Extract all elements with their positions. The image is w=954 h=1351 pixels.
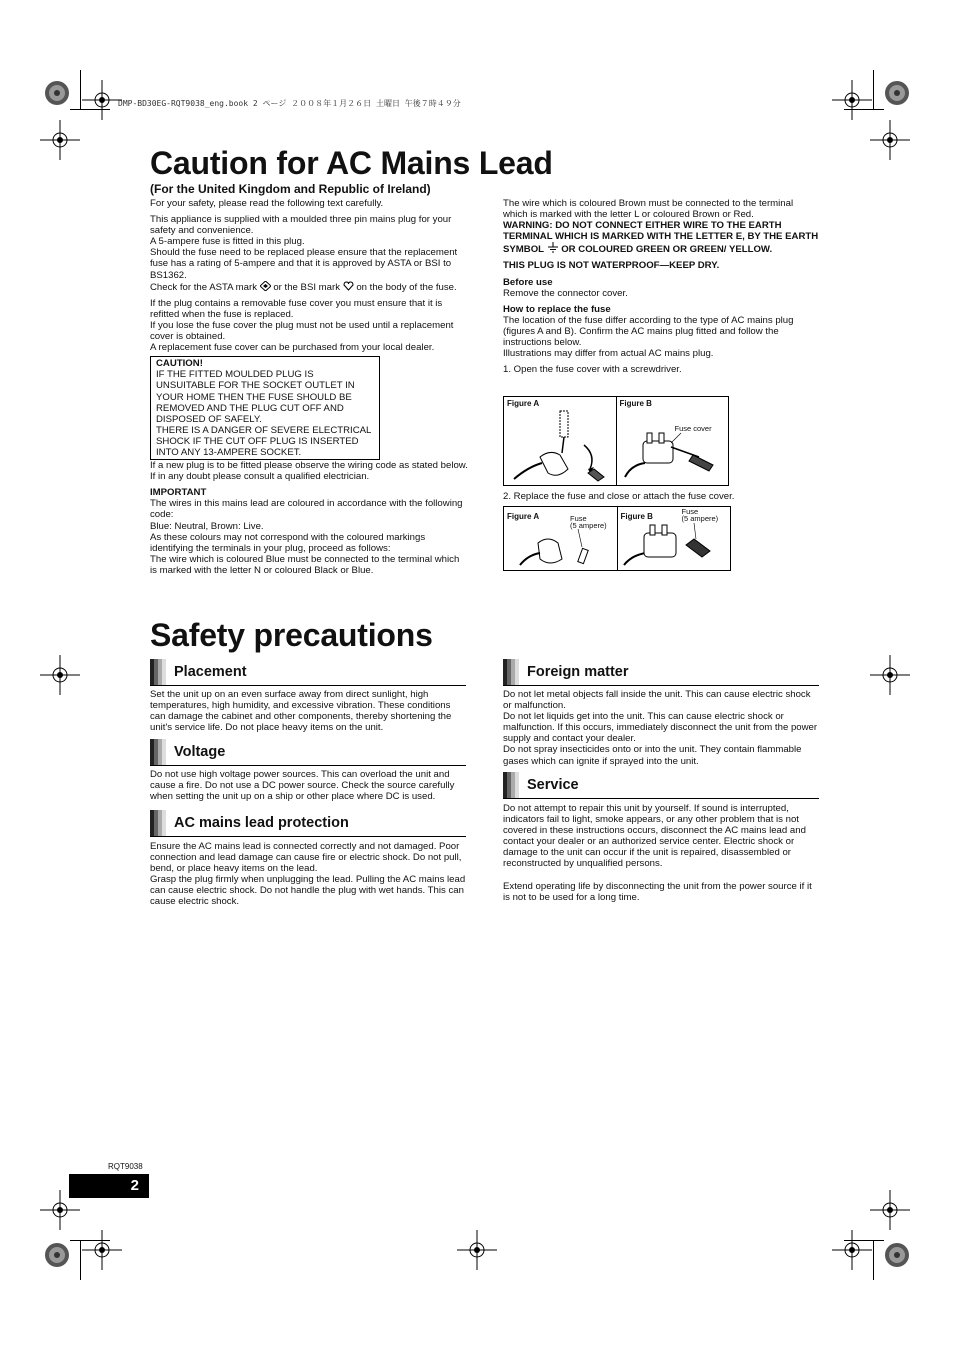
registration-mark-icon [870,1190,910,1230]
safety-title: Safety precautions [150,617,433,653]
foreign-heading [503,659,819,686]
paragraph: Blue: Neutral, Brown: Live. [150,520,264,532]
trim-mark [70,109,110,110]
section-bar-icon [150,810,166,836]
trim-mark [844,1240,884,1241]
caution-box-body: IF THE FITTED MOULDED PLUG IS UNSUITABLE FOR THE SOCKET OUTLET IN YOUR HOME THEN THE FUSE SHOULD BE REMOVED AND THE PLUG CUT OFF AND DISPOSED OF SAFELY. [156,369,355,425]
fuse-cover-label: Fuse cover [674,424,712,433]
voltage-title: Voltage [174,744,226,760]
registration-mark-icon [82,1230,122,1270]
earth-symbol-icon [547,244,559,255]
plug-figure-b-illustration [621,424,721,483]
paragraph: As these colours may not correspond with the coloured markings identifying the terminals in your plug, proceed as follows: [150,531,426,554]
service-heading [503,772,819,799]
trim-mark [70,1240,110,1241]
paragraph: Extend operating life by disconnecting the unit from the power source if it is not to be used for a long time. [503,880,812,903]
figure-a-label: Figure A [507,399,540,408]
registration-mark-icon [457,1230,497,1270]
registration-mark-icon [40,120,80,160]
service-title: Service [527,777,579,793]
print-header-line: DMP-BD30EG-RQT9038_eng.book 2 ページ ２００８年１月２６日 土曜日 午後７時４９分 [118,99,461,108]
paragraph: A 5-ampere fuse is fitted in this plug. [150,236,305,248]
section-bar-icon [503,659,519,685]
paragraph: Should the fuse need to be replaced please ensure that the replacement fuse has a rating of 5-ampere and that it is approved by ASTA or BSI to BS1362. [150,247,458,281]
paragraph: If in any doubt please consult a qualified electrician. [150,471,370,483]
not-waterproof-text: THIS PLUG IS NOT WATERPROOF—KEEP DRY. [503,260,720,272]
paragraph [150,281,468,293]
paragraph: Grasp the plug firmly when unplugging the lead. Pulling the AC mains lead can cause electric shock. Do not handle the plug with wet hands. This can cause electric shock. [150,874,466,908]
paragraph: The wire which is coloured Brown must be connected to the terminal which is marked with the letter L or coloured Brown or Red. [503,198,794,221]
color-dial-icon [884,80,910,106]
paragraph: Illustrations may differ from actual AC mains plug. [503,348,714,360]
trim-mark [844,109,884,110]
registration-mark-icon [82,80,122,120]
color-dial-icon [884,1242,910,1268]
figure-a-label: Figure A [507,512,540,521]
figure-a-cell [504,397,616,485]
placement-text: Set the unit up on an even surface away from direct sunlight, high temperatures, high humidity, and excessive vibration. These conditions can damage the cabinet and other components, thereby shortening the unit's service life. Do not place heavy items on the unit. [150,689,452,734]
figure-b-cell [616,397,729,485]
paragraph: If you lose the fuse cover the plug must not be used until a replacement cover is obtained. [150,319,454,343]
fuse-replacement-a-illustration [518,525,614,569]
paragraph: The wire which is coloured Blue must be connected to the terminal which is marked with the letter N or coloured Black or Blue. [150,553,460,576]
paragraph: Do not attempt to repair this unit by yourself. If sound is interrupted, indicators fail to light, smoke appears, or any other problem that is not covered in these instructions occurs, disconnect the AC mains lead and contact your dealer or an authorized service center. Electric shock or damage to the unit can occur if the unit is repaired, disassembled or reconstructed by unqualified persons. [503,803,806,870]
trim-mark [80,1240,81,1280]
placement-heading [150,659,466,686]
paragraph: Do not let metal objects fall inside the unit. This can cause electric shock or malfunction. [503,689,811,712]
figure-b-label: Figure B [619,399,652,408]
paragraph: The wires in this mains lead are coloured in accordance with the following code: [150,498,463,521]
registration-mark-icon [832,80,872,120]
figure-box-step2 [503,506,731,571]
ac-lead-text [150,841,468,908]
figure-a-cell [504,507,617,570]
section-bar-icon [503,772,519,798]
ac-lead-heading [150,810,466,837]
check-text-2: or the BSI mark [273,281,340,293]
bsi-mark-icon [343,282,354,293]
color-dial-icon [44,1242,70,1268]
fuse-rating-label: (5 ampere) [681,514,719,523]
section-subtitle: (For the United Kingdom and Republic of Ireland) [150,182,431,196]
warning-text [503,220,819,255]
warning-text-1: WARNING: DO NOT CONNECT EITHER WIRE TO THE EARTH TERMINAL WHICH IS MARKED WITH THE LETTER E, BY THE EARTH SYMBOL [503,220,819,256]
paragraph: Remove the connector cover. [503,287,628,299]
paragraph: If a new plug is to be fitted please observe the wiring code as stated below. [150,460,468,472]
trim-mark [873,70,874,110]
check-text-1: Check for the ASTA mark [150,281,257,293]
trim-mark [80,70,81,110]
fuse-replacement-b-illustration [622,523,726,569]
how-to-title: How to replace the fuse [503,303,611,315]
registration-mark-icon [40,655,80,695]
step-1: 1. Open the fuse cover with a screwdriver. [503,364,682,376]
asta-mark-icon [260,282,271,293]
doc-code: RQT9038 [108,1162,143,1171]
paragraph: If the plug contains a removable fuse cover you must ensure that it is refitted when the fuse is replaced. [150,297,443,320]
paragraph: The location of the fuse differ according to the type of AC mains plug (figures A and B). Confirm the AC mains plug fitted and follow the instructions below. [503,314,794,349]
registration-mark-icon [870,655,910,695]
paragraph: This appliance is supplied with a moulded three pin mains plug for your safety and convenience. [150,214,452,237]
important-title: IMPORTANT [150,487,207,499]
caution-box-body2: THERE IS A DANGER OF SEVERE ELECTRICAL SHOCK IF THE CUT OFF PLUG IS INSERTED INTO ANY 13-AMPERE SOCKET. [156,424,372,458]
caution-box [150,356,380,460]
page-title: Caution for AC Mains Lead [150,145,553,181]
service-text [503,803,819,903]
caution-box-title: CAUTION! [156,358,203,370]
figure-b-label: Figure B [620,512,653,521]
check-text-3: on the body of the fuse. [356,281,457,293]
foreign-text [503,689,819,767]
figure-box-step1 [503,396,729,486]
paragraph: Do not let liquids get into the unit. This can cause electric shock or malfunction. If this occurs, immediately disconnect the unit from the power supply and contact your dealer. [503,711,818,745]
step-2-container [503,491,819,502]
before-use-title: Before use [503,276,553,288]
registration-mark-icon [832,1230,872,1270]
color-dial-icon [44,80,70,106]
section-bar-icon [150,659,166,685]
ac-lead-title: AC mains lead protection [174,815,349,831]
figure-b-cell [617,507,731,570]
placement-title: Placement [174,664,247,680]
trim-mark [873,1240,874,1280]
paragraph: Ensure the AC mains lead is connected correctly and not damaged. Poor connection and lead damage can cause fire or electric shock. Do not pull, bend, or place heavy items on the lead. [150,841,462,875]
voltage-heading [150,739,466,766]
caution-right-column [503,198,819,375]
plug-screwdriver-illustration [510,409,610,483]
caution-left-column [150,198,468,576]
fuse-label: Fuse [681,507,699,516]
paragraph: For your safety, please read the following text carefully. [150,198,384,209]
registration-mark-icon [870,120,910,160]
foreign-title: Foreign matter [527,664,629,680]
step-2: 2. Replace the fuse and close or attach the fuse cover. [503,491,735,502]
paragraph: Do not spray insecticides onto or into the unit. They contain flammable gases which can ignite if sprayed into the unit. [503,744,802,767]
voltage-text: Do not use high voltage power sources. This can overload the unit and cause a fire. Do not use a DC power source. Check the source carefully when setting the unit up on a ship or other place where DC is used. [150,769,455,803]
warning-text-2: OR COLOURED GREEN OR GREEN/ YELLOW. [561,244,773,256]
section-bar-icon [150,739,166,765]
fuse-rating-label: (5 ampere) [570,521,607,530]
paragraph: A replacement fuse cover can be purchased from your local dealer. [150,342,435,354]
fuse-label: Fuse [570,514,587,523]
page-number: 2 [69,1174,149,1198]
